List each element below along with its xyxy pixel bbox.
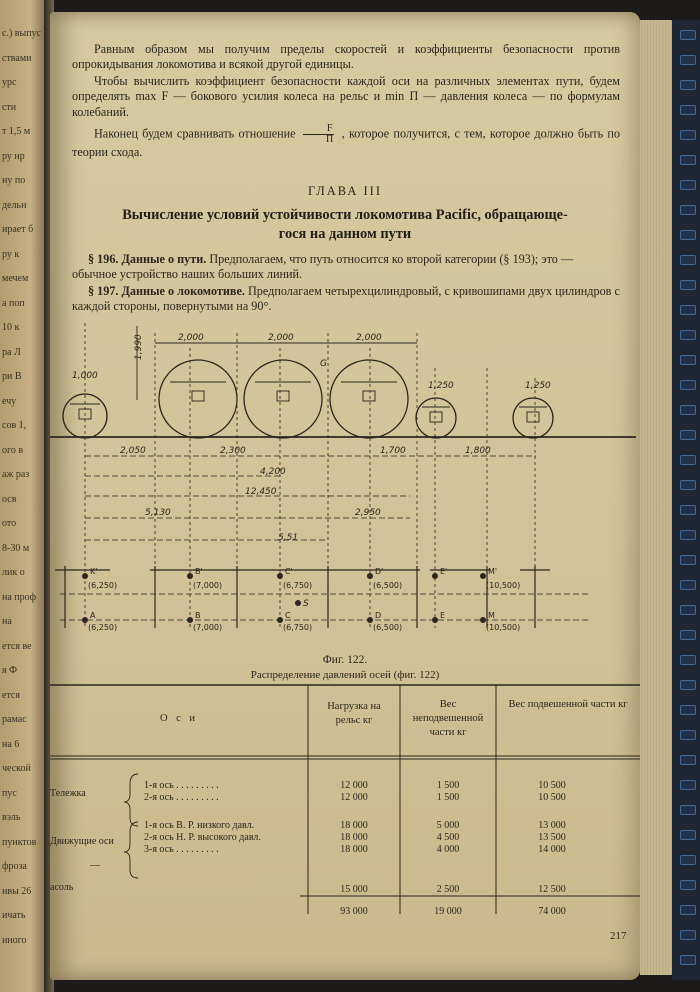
left-page-text-fragment: нвы 26 [2, 885, 32, 897]
row-load: 12 000 [340, 780, 368, 791]
left-page-text-fragment: дельн [2, 199, 27, 211]
axle-spacing-1: 2,050 [120, 446, 146, 456]
fraction-denominator: П [326, 134, 334, 145]
dim-lower-1: 4,200 [260, 467, 286, 477]
left-page-text-fragment: ечу [2, 395, 17, 407]
left-page-text-fragment: рамас [2, 714, 27, 725]
book-page [50, 12, 640, 980]
left-page-text-fragment: 10 к [2, 322, 20, 333]
spine-stitch [680, 480, 696, 490]
driving-wheel-3 [330, 360, 408, 438]
left-page-text-fragment: на проф [2, 591, 37, 603]
row-load: 18 000 [340, 820, 368, 831]
left-page-text-fragment: ото [2, 518, 17, 529]
row-load: 18 000 [340, 832, 368, 843]
spine-stitch [680, 655, 696, 665]
left-page-text-fragment: а поп [2, 297, 25, 309]
left-page-text-fragment: ется [2, 689, 20, 701]
header-sprung: Вес подвешенной части кг [508, 699, 628, 710]
row-sprung: 14 000 [538, 844, 566, 855]
left-page-fragment [0, 0, 44, 992]
value-upper-2: (7,000) [193, 581, 223, 590]
left-page-text-fragment: фроза [2, 861, 27, 872]
left-page-text-fragment: ется ве [2, 640, 32, 652]
spine-stitch [680, 230, 696, 240]
value-lower-3: (6,750) [283, 623, 313, 632]
spine-stitch [680, 730, 696, 740]
row-axis: 2-я ось Н. Р. высокого давл. [144, 832, 261, 843]
left-page-text-fragment: сти [2, 101, 17, 113]
letter-upper-m: M' [488, 567, 498, 576]
section-197-text: Предполагаем четырехцилиндровый, с кривошипами двух цилиндров с каждой стороны, повернутыми на 90°. [72, 284, 620, 314]
row-axis: 1-я ось . . . . . . . . . [144, 780, 219, 791]
spine-stitch [680, 405, 696, 415]
row-sprung: 10 500 [538, 792, 566, 803]
row-unsprung: 1 500 [436, 792, 460, 803]
spine-stitch [680, 180, 696, 190]
fraction-numerator: F [303, 124, 335, 135]
letter-upper-d: D' [375, 567, 384, 576]
group-trailing: асоль [50, 882, 74, 893]
spine-stitch [680, 855, 696, 865]
header-unsprung: Вес неподвешенной части кг [412, 699, 484, 738]
total-load: 93 000 [340, 906, 368, 917]
dim-lower-2: 12,450 [245, 487, 277, 497]
row-load: 18 000 [340, 844, 368, 855]
row-axis: 1-я ось В. Р. низкого давл. [144, 820, 255, 831]
group-driving: Движущие оси [50, 836, 114, 847]
letter-lower-m: M [488, 611, 495, 620]
value-lower-1: (6,250) [88, 623, 118, 632]
left-page-text-fragment: лик о [2, 567, 25, 578]
spine-stitch [680, 505, 696, 515]
paragraph-limits: Равным образом мы получим пределы скоростей и коэффициенты безопасности против опрокидывания локомотива и всякой другой единицы. [72, 42, 620, 72]
total-unsprung: 19 000 [434, 906, 462, 917]
row-unsprung: 5 000 [436, 820, 460, 831]
dim-top-3: 2,000 [356, 333, 382, 343]
dim-front-wheel: 1,000 [72, 371, 98, 381]
row-unsprung: 4 500 [436, 832, 460, 843]
left-page-text-fragment: с.) выпус [2, 28, 41, 39]
left-page-text-fragment: мечем [2, 273, 29, 284]
left-page-text-fragment: сов 1, [2, 420, 27, 431]
book-spine [672, 20, 700, 980]
left-page-text-fragment: ну по [2, 175, 26, 186]
spine-stitch [680, 755, 696, 765]
spine-stitch [680, 380, 696, 390]
row-sprung: 10 500 [538, 780, 566, 791]
value-lower-5: (10,500) [486, 623, 521, 632]
section-197-title: § 197. Данные о локомотиве. [88, 284, 245, 298]
row-sprung: 13 500 [538, 832, 566, 843]
left-page-text-fragment: ирает б [2, 224, 34, 235]
spine-stitch [680, 705, 696, 715]
spine-stitch [680, 630, 696, 640]
row-axis: 3-я ось . . . . . . . . . [144, 844, 219, 855]
trailing-wheel-1 [416, 398, 456, 438]
dim-lower-4: 2,950 [355, 508, 381, 518]
value-upper-1: (6,250) [88, 581, 118, 590]
row-axis: 2-я ось . . . . . . . . . [144, 792, 219, 803]
spine-stitch [680, 580, 696, 590]
group-dash: — [90, 860, 100, 871]
spine-stitch [680, 880, 696, 890]
left-page-text-fragment: аж раз [2, 469, 30, 480]
section-196-title: § 196. Данные о пути. [88, 252, 207, 266]
spine-stitch [680, 155, 696, 165]
page-number: 217 [610, 930, 627, 942]
left-page-text-fragment: ичать [2, 910, 26, 921]
spine-stitch [680, 780, 696, 790]
left-page-text-fragment: на 6 [2, 738, 20, 750]
letter-upper-k: K' [90, 567, 98, 576]
spine-stitch [680, 680, 696, 690]
spine-stitch [680, 430, 696, 440]
spine-stitch [680, 305, 696, 315]
spine-stitch [680, 55, 696, 65]
page-edges [640, 20, 676, 975]
section-196-text: Предполагаем, что путь относится ко второй категории (§ 193); это — обычное устройство наших больших линий. [72, 252, 574, 282]
left-page-text-fragment: вэль [2, 812, 21, 823]
row-load: 12 000 [340, 792, 368, 803]
row-unsprung: 4 000 [436, 844, 460, 855]
left-page-text-fragment: ру нр [2, 150, 25, 162]
spine-stitch [680, 955, 696, 965]
letter-lower-c: C [285, 611, 291, 620]
value-lower-2: (7,000) [193, 623, 223, 632]
spine-stitch [680, 355, 696, 365]
dim-rear-wheel-1: 1,250 [428, 381, 454, 391]
left-page-text-fragment: ствами [2, 52, 32, 64]
trailing-wheel-2 [513, 398, 553, 438]
value-upper-3: (6,750) [283, 581, 313, 590]
left-page-text-fragment: 8-30 м [2, 542, 30, 554]
spine-stitch [680, 330, 696, 340]
paragraph-safety-coefficient: Чтобы вычислить коэффициент безопасности каждой оси на различных элементах пути, будем определять max F — бокового усилия колеса на рельс и min П — давления колеса — по формулам колебаний. [72, 74, 620, 119]
spine-stitch [680, 905, 696, 915]
value-lower-4: (6,500) [373, 623, 403, 632]
header-axes: О с и [159, 713, 199, 724]
left-page-text-fragment: ого в [2, 444, 24, 456]
driving-wheel-2 [244, 360, 322, 438]
left-page-text-fragment: пунктов [2, 836, 37, 848]
spine-stitch [680, 80, 696, 90]
horizontal-dimension-lines [60, 456, 590, 620]
spine-stitch [680, 30, 696, 40]
value-upper-4: (6,500) [373, 581, 403, 590]
point-s: S [303, 599, 309, 609]
spine-stitch [680, 130, 696, 140]
spine-stitch [680, 605, 696, 615]
dim-lower-5: 5,51 [278, 533, 299, 543]
row-load: 15 000 [340, 884, 368, 895]
chapter-title: ГЛАВА III [308, 184, 382, 198]
point-g: G [320, 359, 327, 369]
letter-lower-e: E [440, 611, 446, 620]
dim-rear-wheel-2: 1,250 [525, 381, 551, 391]
paragraph-ratio [72, 124, 620, 160]
spine-stitch [680, 105, 696, 115]
axle-spacing-4: 1,800 [465, 446, 491, 456]
left-page-text-fragment: т 1,5 м [2, 126, 31, 137]
axle-pressure-table [50, 684, 640, 924]
ratio-text-before: Наконец будем сравнивать отношение [94, 126, 296, 141]
letter-lower-b: B [195, 611, 201, 620]
driving-wheel-1 [159, 360, 237, 438]
ratio-text-after: , которое получится, с тем, которое должно быть по теории схода. [72, 126, 620, 159]
left-page-text-fragment: ри В [2, 371, 22, 382]
section-heading-line1: Вычисление условий устойчивости локомотива Pacific, обращающе- [122, 207, 568, 223]
axle-spacing-2: 2,300 [220, 446, 246, 456]
row-unsprung: 1 500 [436, 780, 460, 791]
header-load: Нагрузка на рельс кг [327, 701, 381, 726]
left-page-text-fragment: ра Л [2, 346, 21, 358]
axle-spacing-3: 1,700 [380, 446, 406, 456]
letter-upper-c: C' [285, 567, 293, 576]
left-page-text-fragment: я Ф [2, 665, 17, 676]
left-page-text-fragment: урс [2, 77, 17, 88]
row-unsprung: 2 500 [436, 884, 460, 895]
row-sprung: 13 000 [538, 820, 566, 831]
letter-upper-e: E' [440, 567, 448, 576]
left-page-text-fragment: иного [2, 934, 27, 946]
table-title: Распределение давлений осей (фиг. 122) [250, 669, 440, 681]
support-columns [55, 566, 550, 628]
letter-lower-a: A [90, 611, 96, 620]
spine-stitch [680, 805, 696, 815]
section-196 [72, 252, 620, 283]
letter-upper-b: B' [195, 567, 203, 576]
spine-stitch [680, 555, 696, 565]
left-page-text-fragment: ческой [2, 763, 31, 774]
left-page-text-fragment: на [2, 616, 12, 627]
locomotive-axle-diagram [50, 308, 640, 648]
left-page-text-fragment: пус [2, 787, 17, 799]
left-page-text-fragment: осв [2, 493, 17, 505]
spine-stitch [680, 530, 696, 540]
left-page-text-fragment: ру к [2, 248, 20, 260]
row-sprung: 12 500 [538, 884, 566, 895]
total-sprung: 74 000 [538, 906, 566, 917]
figure-caption: Фиг. 122. [322, 654, 368, 666]
dim-lower-3: 5,130 [145, 508, 171, 518]
spine-stitch [680, 930, 696, 940]
group-bogie: Тележка [50, 788, 86, 799]
spine-stitch [680, 280, 696, 290]
dim-top-2: 2,000 [268, 333, 294, 343]
dim-height: 1,990 [134, 334, 144, 360]
dim-top-1: 2,000 [178, 333, 204, 343]
section-heading-line2: гося на данном пути [278, 226, 412, 242]
spine-stitch [680, 455, 696, 465]
value-upper-5: (10,500) [486, 581, 521, 590]
axle-boxes [70, 382, 547, 422]
spine-stitch [680, 830, 696, 840]
ratio-fraction [303, 124, 335, 145]
spine-stitch [680, 205, 696, 215]
spine-stitch [680, 255, 696, 265]
letter-lower-d: D [375, 611, 382, 620]
